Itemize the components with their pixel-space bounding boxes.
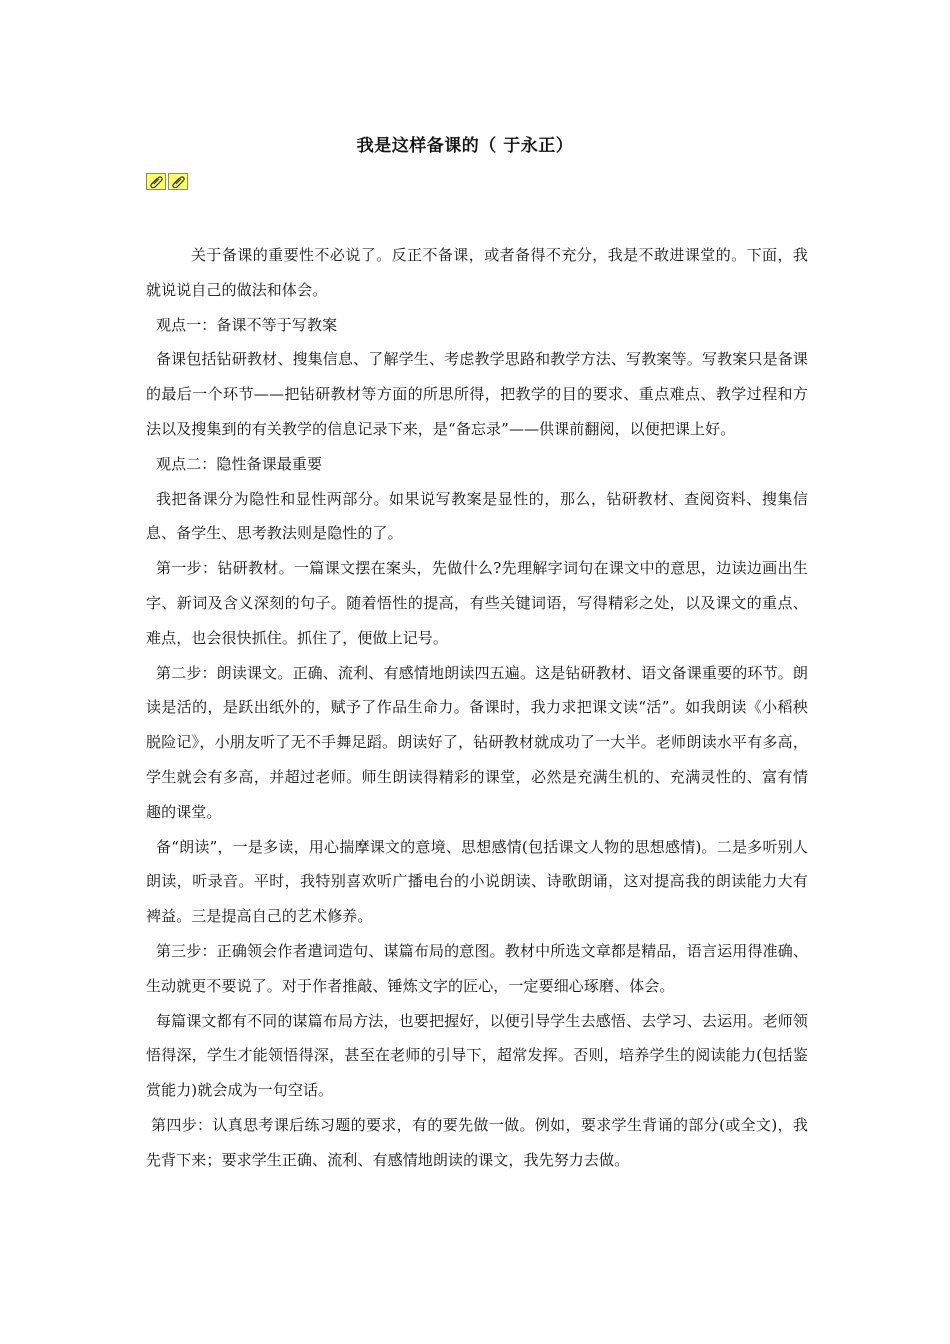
paragraph-step-4: 第四步：认真思考课后练习题的要求，有的要先做一做。例如，要求学生背诵的部分(或全文)，我先背下来；要求学生正确、流利、有感情地朗读的课文，我先努力去做。 [146,1115,808,1169]
document-body [146,238,808,1178]
heading-viewpoint-2: 观点二：隐性备课最重要 [156,454,323,473]
paragraph: 备“朗读”，一是多读，用心揣摩课文的意境、思想感情(包括课文人物的思想感情)。二是多听别人朗读，听录音。平时，我特别喜欢听广播电台的小说朗读、诗歌朗诵，这对提高我的朗读能力大有裨益。三是提高自己的艺术修养。 [146,837,808,926]
document-title: 我是这样备课的（ 于永正） [356,136,574,156]
heading-viewpoint-1: 观点一：备课不等于写教案 [156,315,338,334]
paragraph-step-1: 第一步：钻研教材。一篇课文摆在案头，先做什么?先理解字词句在课文中的意思，边读边画出生字、新词及含义深刻的句子。随着悟性的提高，有些关键词语，写得精彩之处，以及课文的重点、难点，也会很快抓住。抓住了，便做上记号。 [146,559,808,647]
paragraph: 我把备课分为隐性和显性两部分。如果说写教案是显性的，那么，钻研教材、查阅资料、搜集信息、备学生、思考教法则是隐性的了。 [146,489,808,543]
paragraph: 备课包括钻研教材、搜集信息、了解学生、考虑教学思路和教学方法、写教案等。写教案只是备课的最后一个环节——把钻研教材等方面的所思所得，把教学的目的要求、重点难点、教学过程和方法以及搜集到的有关教学的信息记录下来，是“备忘录”——供课前翻阅，以便把课上好。 [146,350,808,438]
paragraph-intro: 关于备课的重要性不必说了。反正不备课，或者备得不充分，我是不敢进课堂的。下面，我就说说自己的做法和体会。 [146,246,808,299]
attachment-icon[interactable] [168,173,188,190]
paragraph: 每篇课文都有不同的谋篇布局方法，也要把握好，以便引导学生去感悟、去学习、去运用。老师领悟得深，学生才能领悟得深，甚至在老师的引导下，超常发挥。否则，培养学生的阅读能力(包括鉴赏能力)就会成为一句空话。 [146,1011,808,1100]
attachment-icon[interactable] [146,173,166,190]
paragraph-step-2: 第二步：朗读课文。正确、流利、有感情地朗读四五遍。这是钻研教材、语文备课重要的环节。朗读是活的，是跃出纸外的，赋予了作品生命力。备课时，我力求把课文读“活”。如我朗读《小稻秧脱险记》，小朋友听了无不手舞足蹈。朗读好了，钻研教材就成功了一大半。老师朗读水平有多高，学生就会有多高，并超过老师。师生朗读得精彩的课堂，必然是充满生机的、充满灵性的、富有情趣的课堂。 [146,663,808,821]
attachment-icons [146,173,188,190]
paragraph-step-3: 第三步：正确领会作者遣词造句、谋篇布局的意图。教材中所选文章都是精品，语言运用得准确、生动就更不要说了。对于作者推敲、锤炼文字的匠心，一定要细心琢磨、体会。 [146,941,808,995]
